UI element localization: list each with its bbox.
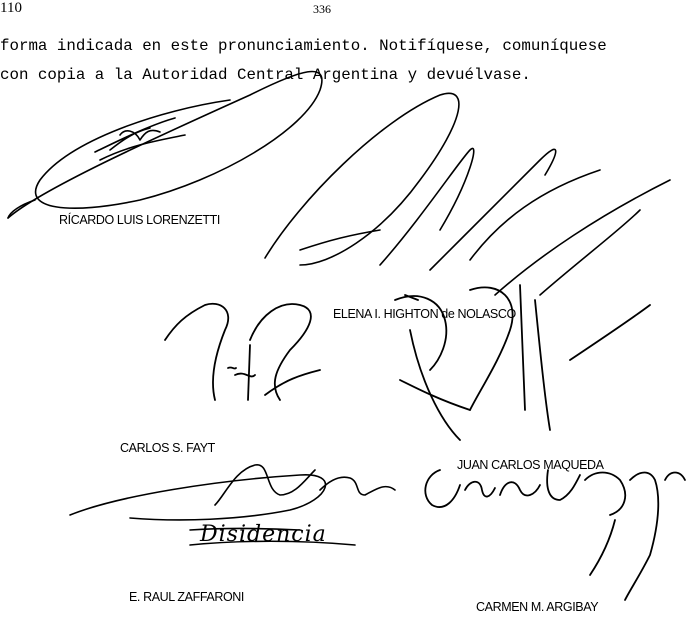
signature-name-highton: ELENA I. HIGHTON de NOLASCO xyxy=(333,307,516,321)
signature-name-fayt: CARLOS S. FAYT xyxy=(120,441,215,455)
signature-fayt xyxy=(165,304,320,400)
body-text-line-1: forma indicada en este pronunciamiento. Notifíquese, comuníquese xyxy=(0,37,607,55)
signature-name-maqueda: JUAN CARLOS MAQUEDA xyxy=(457,458,604,472)
signature-highton xyxy=(265,93,670,295)
body-text-line-2: con copia a la Autoridad Central Argentina y devuélvase. xyxy=(0,66,531,84)
page-number: 336 xyxy=(313,2,331,16)
left-page-number: 110 xyxy=(0,0,22,16)
signature-lorenzetti xyxy=(8,71,322,218)
zaffaroni-dissent-note: Disidencia xyxy=(200,522,327,547)
signature-name-lorenzetti: RÍCARDO LUIS LORENZETTI xyxy=(59,213,220,227)
signature-name-zaffaroni: E. RAUL ZAFFARONI xyxy=(129,590,244,604)
signature-argibay xyxy=(425,470,685,600)
signature-name-argibay: CARMEN M. ARGIBAY xyxy=(476,600,599,614)
